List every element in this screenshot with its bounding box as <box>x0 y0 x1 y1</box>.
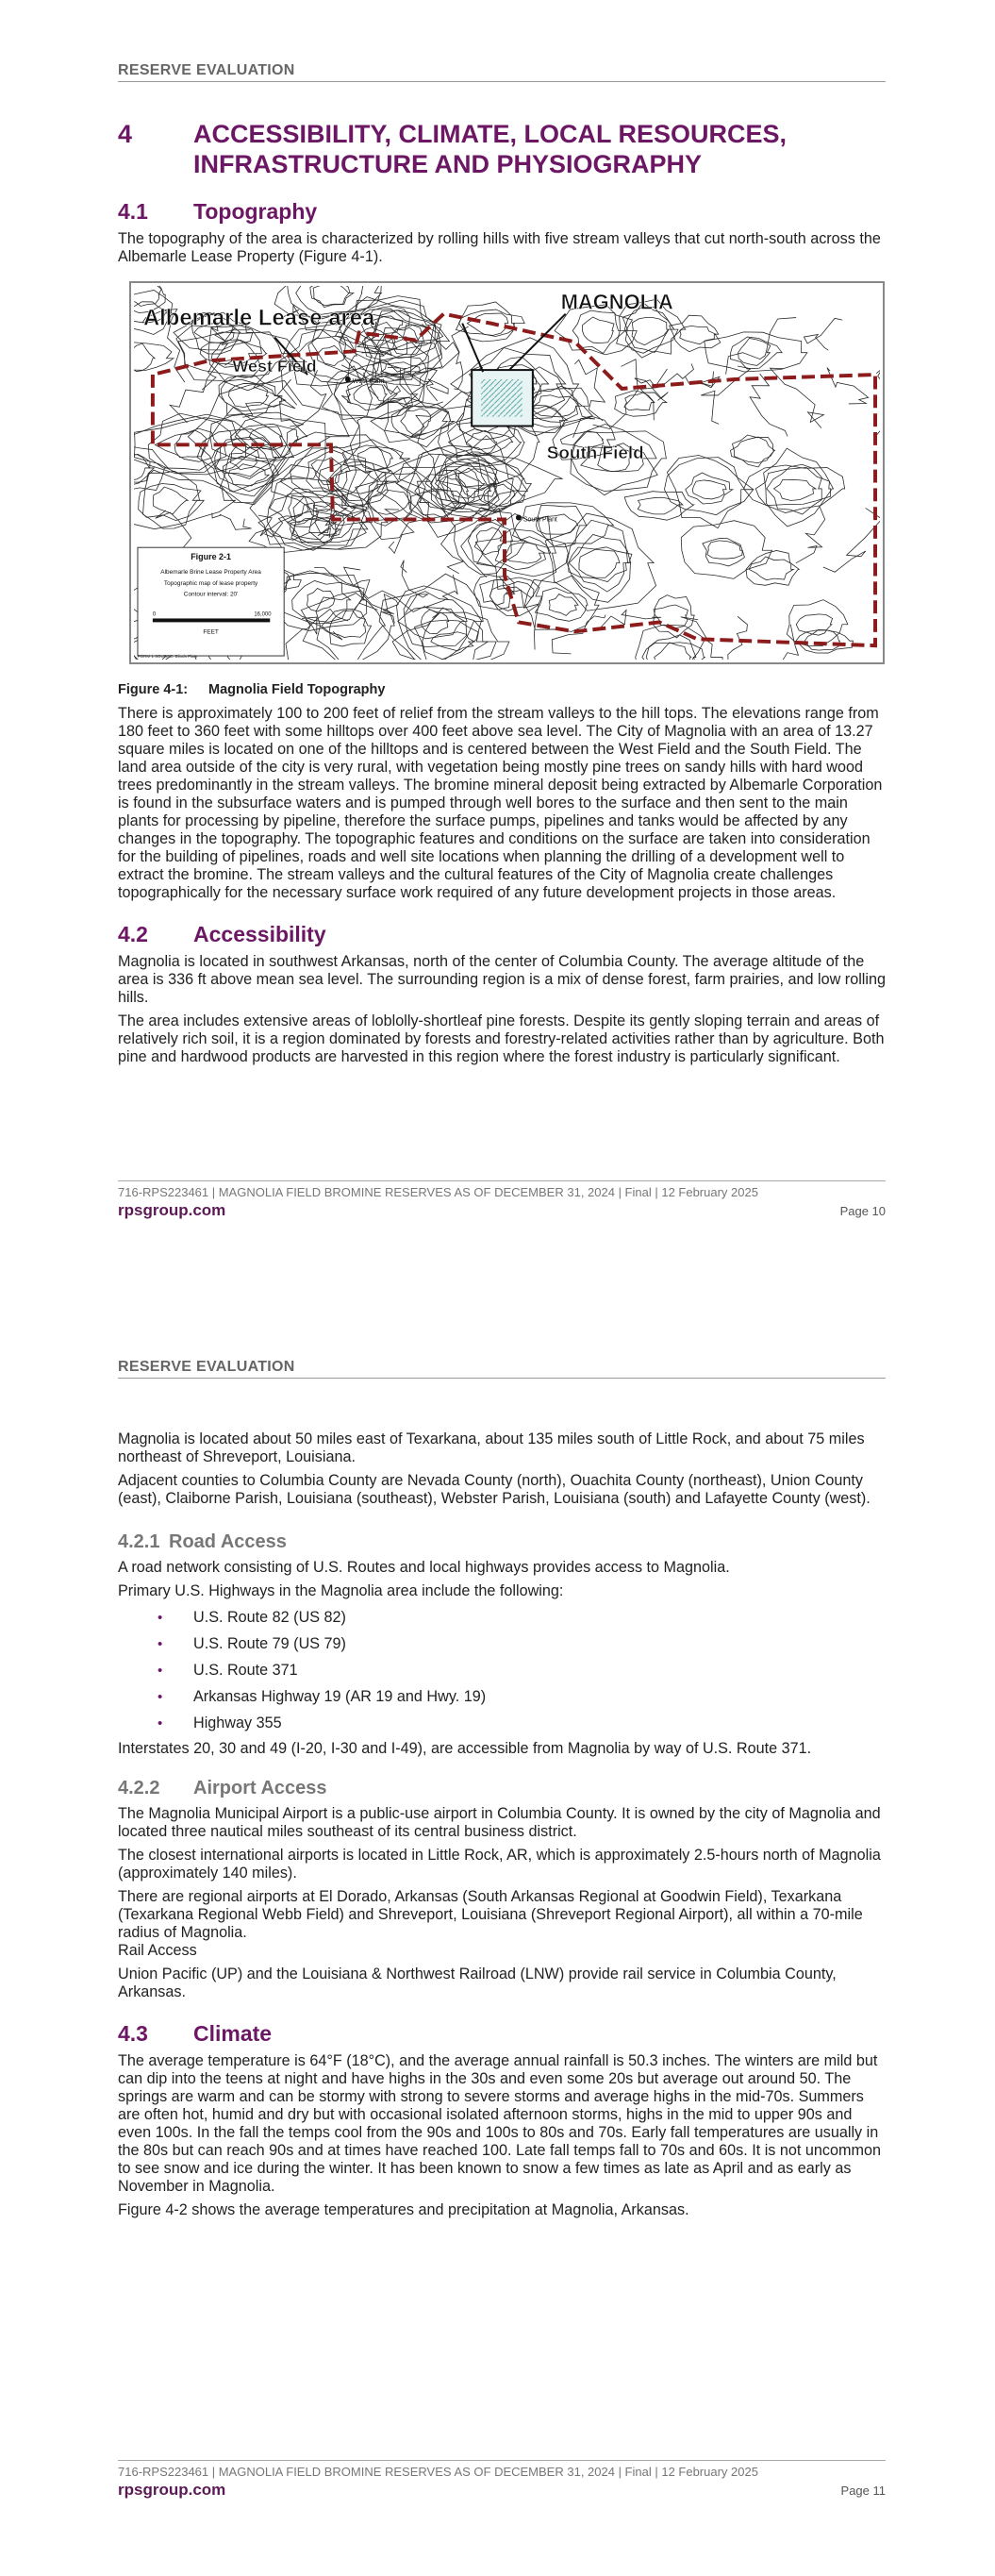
legend-units: FEET <box>203 628 219 636</box>
list-item: • U.S. Route 79 (US 79) <box>118 1635 886 1653</box>
figure-caption <box>118 681 886 699</box>
section-title: Topography <box>193 199 318 224</box>
map-legend <box>138 547 284 656</box>
accessibility-paragraph-2: The area includes extensive areas of loblolly-shortleaf pine forests. Despite its gently sloping terrain and areas of relatively rich soil, it is a region dominated by forests and forestry-related activities rather than by agriculture. Both pine and hardwood products are harvested in this region where the forest industry is particularly significant. <box>118 1012 885 1065</box>
road-paragraph-3: Interstates 20, 30 and 49 (I-20, I-30 and I-49), are accessible from Magnolia by way of U.S. Route 371. <box>118 1740 812 1757</box>
page-11-content <box>118 1404 886 2219</box>
topography-map <box>134 286 880 660</box>
section-title: Climate <box>193 2021 273 2046</box>
figure-caption-number: Figure 4-1: <box>118 682 189 697</box>
footer-website-link[interactable]: rpsgroup.com <box>118 2481 226 2499</box>
list-item: • U.S. Route 371 <box>118 1662 886 1680</box>
label-south-plant: South Plant <box>522 516 557 524</box>
label-south-field: South Field <box>546 443 644 463</box>
legend-scale-start: 0 <box>152 611 157 618</box>
accessibility-paragraph-4: Adjacent counties to Columbia County are Nevada County (north), Ouachita County (northeast), Union County (east), Claiborne Parish, Louisiana (southeast), Webster Parish, Louisiana (south) and Lafayette County (west). <box>118 1472 871 1507</box>
list-item: • Highway 355 <box>118 1715 886 1732</box>
chapter-title: ACCESSIBILITY, CLIMATE, LOCAL RESOURCES, INFRASTRUCTURE AND PHYSIOGRAPHY <box>193 120 788 178</box>
accessibility-paragraph-1: Magnolia is located in southwest Arkansas, north of the center of Columbia County. The average altitude of the area is 336 ft above mean sea level. The surrounding region is a mix of dense forest, farm prairies, and low rolling hills. <box>118 953 886 1006</box>
section-title: Accessibility <box>193 922 326 946</box>
legend-scale-bar <box>153 618 270 622</box>
rail-access-heading: Rail Access <box>118 1942 197 1959</box>
label-magnolia: MAGNOLIA <box>560 290 673 314</box>
list-item: • U.S. Route 82 (US 82) <box>118 1609 886 1627</box>
page-11 <box>0 1288 995 2576</box>
figure-caption-text: Magnolia Field Topography <box>208 682 386 697</box>
label-west-plant: West Plant <box>352 377 385 385</box>
airport-paragraph-2: The closest international airports is located in Little Rock, AR, which is approximately 2.5-hours north of Magnolia (approximately 140 miles). <box>118 1847 881 1882</box>
map-credit: FORM 1 SOURCE: Blinds Plats <box>137 654 197 660</box>
subsection-number: 4.2.1 <box>118 1531 160 1552</box>
page-number: Page 10 <box>839 1204 886 1218</box>
chapter-number: 4 <box>118 120 133 148</box>
south-plant-marker <box>516 515 522 521</box>
page-footer <box>118 1180 886 1220</box>
topography-intro: The topography of the area is characterized by rolling hills with five stream valleys that cut north-south across the Albemarle Lease Property (Figure 4-1). <box>118 230 881 265</box>
rail-paragraph: Union Pacific (UP) and the Louisiana & Northwest Railroad (LNW) provide rail service in Columbia County, Arkansas. <box>118 1965 837 2000</box>
climate-paragraph-1: The average temperature is 64°F (18°C), and the average annual rainfall is 50.3 inches. The winters are mild but can dip into the teens at night and have highs in the 30s and even some 20s but average out around 50. The springs are warm and can be stormy with strong to severe storms and average highs in the mid-70s. Summers are often hot, humid and dry but with occasional isolated afternoon storms, highs in the mid to upper 90s and even 100s. In the fall the temps cool from the 90s and 100s to 80s and 70s. Early fall temperatures are usually in the 80s but can reach 90s and at times have reached 100. Late fall temps fall to 70s and 60s. It is not uncommon to see snow and ice during the winter. It has been known to snow a few times as late as April and as early as November in Magnolia. <box>118 2052 881 2195</box>
subsection-heading-airport-access <box>118 1777 886 1799</box>
section-heading-climate <box>118 2020 886 2047</box>
highway-list <box>118 1609 886 1732</box>
page-footer <box>118 2460 886 2500</box>
page-number: Page 11 <box>840 2484 886 2498</box>
section-number: 4.3 <box>118 2021 148 2046</box>
legend-line-2: Topographic map of lease property <box>163 579 258 587</box>
running-header: RESERVE EVALUATION <box>118 1359 886 1379</box>
section-number: 4.1 <box>118 199 148 224</box>
subsection-number: 4.2.2 <box>118 1778 160 1798</box>
section-heading-topography <box>118 198 886 225</box>
subsection-title: Road Access <box>169 1531 287 1552</box>
road-paragraph-2: Primary U.S. Highways in the Magnolia area include the following: <box>118 1582 564 1599</box>
footer-document-line: 716-RPS223461 | MAGNOLIA FIELD BROMINE RESERVES AS OF DECEMBER 31, 2024 | Final | 12 February 2025 <box>118 1185 758 1199</box>
legend-line-3: Contour interval: 20' <box>183 591 239 598</box>
topography-map-figure <box>129 281 885 664</box>
list-item: • Arkansas Highway 19 (AR 19 and Hwy. 19) <box>118 1688 886 1706</box>
west-plant-marker <box>345 376 351 382</box>
climate-paragraph-2: Figure 4-2 shows the average temperatures and precipitation at Magnolia, Arkansas. <box>118 2201 689 2218</box>
magnolia-city-area <box>481 379 522 417</box>
section-number: 4.2 <box>118 922 148 946</box>
footer-document-line: 716-RPS223461 | MAGNOLIA FIELD BROMINE RESERVES AS OF DECEMBER 31, 2024 | Final | 12 February 2025 <box>118 2465 758 2479</box>
legend-line-1: Albemarle Brine Lease Property Area <box>160 568 261 576</box>
page-10-content <box>118 119 886 1066</box>
subsection-heading-road-access <box>118 1531 886 1553</box>
accessibility-paragraph-3: Magnolia is located about 50 miles east of Texarkana, about 135 miles south of Little Rock, and about 75 miles northeast of Shreveport, Louisiana. <box>118 1430 865 1465</box>
airport-paragraph-3: There are regional airports at El Dorado, Arkansas (South Arkansas Regional at Goodwin Field), Texarkana (Texarkana Regional Webb Field) and Shreveport, Louisiana (Shreveport Regional Airport), all within a 70-mile radius of Magnolia. <box>118 1888 863 1941</box>
subsection-title: Airport Access <box>193 1778 327 1798</box>
label-west-field: West Field <box>232 357 317 376</box>
road-paragraph-1: A road network consisting of U.S. Routes and local highways provides access to Magnolia. <box>118 1559 730 1576</box>
label-lease-area: Albemarle Lease area <box>142 305 375 331</box>
running-header: RESERVE EVALUATION <box>118 62 886 82</box>
topography-body: There is approximately 100 to 200 feet of relief from the stream valleys to the hill tops. The elevations range from 180 feet to 360 feet with some hilltops over 400 feet above sea level. The City of Magnolia with an area of 13.27 square miles is located on one of the hilltops and is centered between the West Field and the South Field. The land area outside of the city is very rural, with vegetation being mostly pine trees on sandy hills with hard wood trees predominantly in the stream valleys. The bromine mineral deposit being extracted by Albemarle Corporation is found in the subsurface waters and is pumped through well bores to the surface and then sent to the main plants for processing by pipeline, therefore the surface pumps, pipelines and tanks would be affected by any changes in the topography. The topographic features and conditions on the surface are taken into consideration for the building of pipelines, roads and well site locations when planning the drilling of a development well to extract the bromine. The stream valleys and the cultural features of the City of Magnolia create challenges topographically for the necessary surface work required of any future development projects in those areas. <box>118 705 883 901</box>
footer-website-link[interactable]: rpsgroup.com <box>118 1201 226 1219</box>
legend-title: Figure 2-1 <box>191 552 231 562</box>
legend-scale-end: 16,000 <box>254 611 272 618</box>
airport-paragraph-1: The Magnolia Municipal Airport is a public-use airport in Columbia County. It is owned by the city of Magnolia and located three nautical miles southeast of its central business district. <box>118 1805 881 1840</box>
chapter-heading <box>118 119 886 179</box>
section-heading-accessibility <box>118 921 886 947</box>
